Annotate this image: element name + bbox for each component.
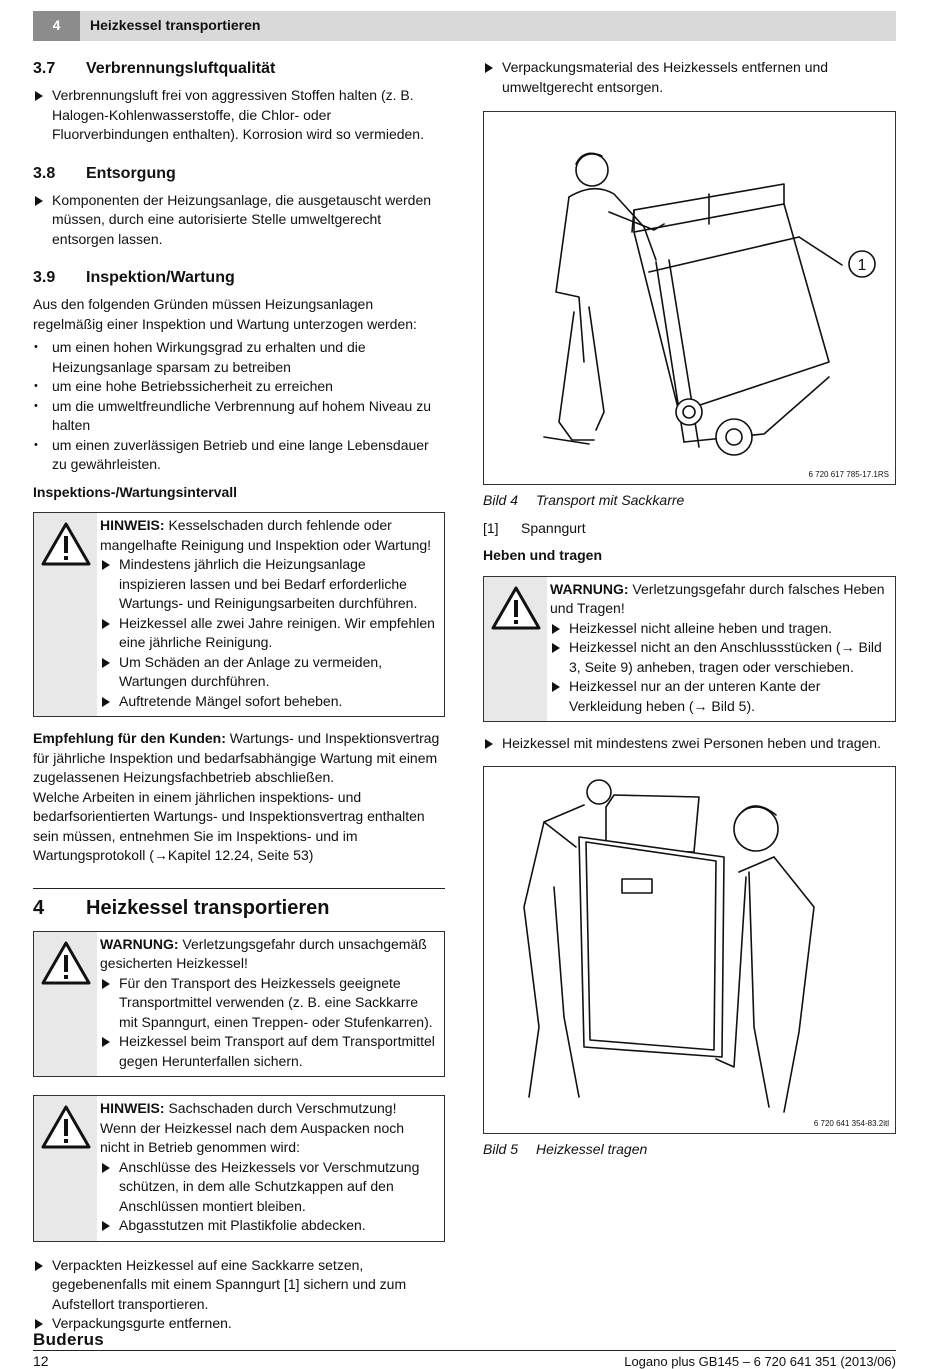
section-4 <box>33 888 445 1334</box>
document-reference: Logano plus GB145 – 6 720 641 351 (2013/06) <box>624 1354 896 1369</box>
notice-box <box>33 1095 445 1242</box>
figure-code: 6 720 641 354-83.2itl <box>813 1118 889 1128</box>
warning-box <box>483 576 896 723</box>
lift-subheading: Heben und tragen <box>483 547 603 563</box>
warning-triangle-icon <box>40 1104 92 1150</box>
step-item: Um Schäden an der Anlage zu vermeiden, Wartungen durchführen. <box>100 653 436 692</box>
section-4-heading: 4 Heizkessel transportieren <box>33 896 330 919</box>
step-item: Anschlüsse des Heizkessels vor Verschmutzung schützen, in dem alle Schutzkappen auf den Anschlüssen montiert bleiben. <box>100 1158 436 1217</box>
figure-code: 6 720 617 785-17.1RS <box>808 470 889 479</box>
warning-label: WARNUNG: <box>550 580 629 597</box>
right-column <box>483 58 896 1159</box>
warning-triangle-icon <box>40 940 92 986</box>
notice-label: HINWEIS: <box>100 517 165 533</box>
page-header <box>33 11 896 41</box>
step-item: Verbrennungsluft frei von aggressiven Stoffen halten (z. B. Halogen-Kohlenwasserstoffe, die Chlor- oder Fluorverbindungen enthalten). Korrosion wird so vermieden. <box>33 86 445 145</box>
notice-lead: Sachschaden durch Verschmutzung! <box>164 1100 397 1116</box>
step-item: Verpackungsgurte entfernen. <box>33 1314 445 1334</box>
list-item: • um die umweltfreundliche Verbrennung auf hohem Niveau zu halten <box>33 397 445 436</box>
list-item: • um einen hohen Wirkungsgrad zu erhalten und die Heizungsanlage sparsam zu betreiben <box>33 338 445 377</box>
notice-lead: Kesselschaden durch fehlende oder mangelhafte Reinigung und Inspektion oder Wartung! <box>100 517 432 553</box>
carrying-boiler-illustration <box>484 767 895 1133</box>
warning-triangle-icon <box>490 585 542 631</box>
step-item: Verpackten Heizkessel auf eine Sackkarre setzen, gegebenenfalls mit einem Spanngurt [1] sichern und zum Aufstellort transportieren. <box>33 1256 445 1315</box>
left-column <box>33 58 445 1334</box>
warning-lead: Verletzungsgefahr durch unsachgemäß gesicherten Heizkessel! <box>100 935 427 971</box>
recommendation-paragraph: Empfehlung für den Kunden: Wartungs- und Inspektionsvertrag für jährliche Inspektion und bedarfsabhängige Wartung mit einem zugelassenen Heizungsfachbetrieb abschließen. <box>33 730 440 785</box>
warning-triangle-icon <box>40 521 92 567</box>
page-number: 12 <box>33 1353 49 1369</box>
step-item: Mindestens jährlich die Heizungsanlage inspizieren lassen und bei Bedarf erforderliche Wartungs- und Reinigungsarbeiten durchführen. <box>100 555 436 614</box>
step-item: Heizkessel beim Transport auf dem Transportmittel gegen Herunterfallen sichern. <box>100 1032 436 1071</box>
protocol-paragraph: Welche Arbeiten in einem jährlichen inspektions- und bedarfsorientierten Wartungs- und Inspektionsvertrag enthalten sein müssen, entnehmen Sie im Inspektions- und im Wartungsprotokoll (→Kapitel 12.24, Seite 53) <box>33 788 425 863</box>
header-title: Heizkessel transportieren <box>90 17 261 34</box>
figure-4 <box>483 111 896 485</box>
intro-paragraph: Aus den folgenden Gründen müssen Heizungsanlagen regelmäßig einer Inspektion und Wartung unterzogen werden: <box>33 296 417 332</box>
step-item: Heizkessel nicht alleine heben und tragen. <box>550 619 887 639</box>
hand-truck-illustration <box>484 112 895 484</box>
figure-4-caption: Bild 4 Transport mit Sackkarre <box>483 492 685 508</box>
reasons-list <box>33 338 445 475</box>
section-3-9-heading: 3.9 Inspektion/Wartung <box>33 269 235 286</box>
figure-5-caption: Bild 5 Heizkessel tragen <box>483 1140 648 1157</box>
list-item: • um eine hohe Betriebssicherheit zu erreichen <box>33 377 445 397</box>
callout-number: 1 <box>857 257 867 274</box>
chapter-number: 4 <box>33 11 80 41</box>
brand-logo: Buderus <box>33 1330 105 1349</box>
list-item: • um einen zuverlässigen Betrieb und eine lange Lebensdauer zu gewährleisten. <box>33 436 445 475</box>
notice-label: HINWEIS: <box>100 1100 165 1116</box>
section-3-7-heading: 3.7 Verbrennungsluftqualität <box>33 60 276 77</box>
notice-box <box>33 512 445 717</box>
step-item: Auftretende Mängel sofort beheben. <box>100 692 436 712</box>
step-item: Abgasstutzen mit Plastikfolie abdecken. <box>100 1216 436 1236</box>
step-item: Heizkessel nicht an den Anschlussstücken (→ Bild 3, Seite 9) anheben, tragen oder verschieben. <box>550 638 887 677</box>
step-item: Verpackungsmaterial des Heizkessels entfernen und umweltgerecht entsorgen. <box>483 58 896 97</box>
step-item: Für den Transport des Heizkessels geeignete Transportmittel verwenden (z. B. eine Sackkarre mit Spanngurt, einen Treppen- oder Stufenkarren). <box>100 974 436 1033</box>
section-3-8-heading: 3.8 Entsorgung <box>33 164 176 182</box>
notice-text: Wenn der Heizkessel nach dem Auspacken noch nicht in Betrieb genommen wird: <box>100 1119 405 1155</box>
legend-item: [1] Spanngurt <box>483 519 586 536</box>
warning-lead: Verletzungsgefahr durch falsches Heben und Tragen! <box>550 580 885 616</box>
figure-5 <box>483 766 896 1134</box>
step-item: Heizkessel nur an der unteren Kante der Verkleidung heben (→ Bild 5). <box>550 677 887 716</box>
step-item: Heizkessel alle zwei Jahre reinigen. Wir empfehlen eine jährliche Reinigung. <box>100 614 436 653</box>
step-item: Heizkessel mit mindestens zwei Personen heben und tragen. <box>483 734 896 754</box>
footer-divider <box>33 1350 896 1351</box>
interval-subheading: Inspektions-/Wartungsintervall <box>33 483 238 500</box>
warning-label: WARNUNG: <box>100 935 179 952</box>
step-item: Komponenten der Heizungsanlage, die ausgetauscht werden müssen, durch eine autorisierte Stelle umweltgerecht entsorgen lassen. <box>33 191 445 250</box>
warning-box <box>33 931 445 1078</box>
